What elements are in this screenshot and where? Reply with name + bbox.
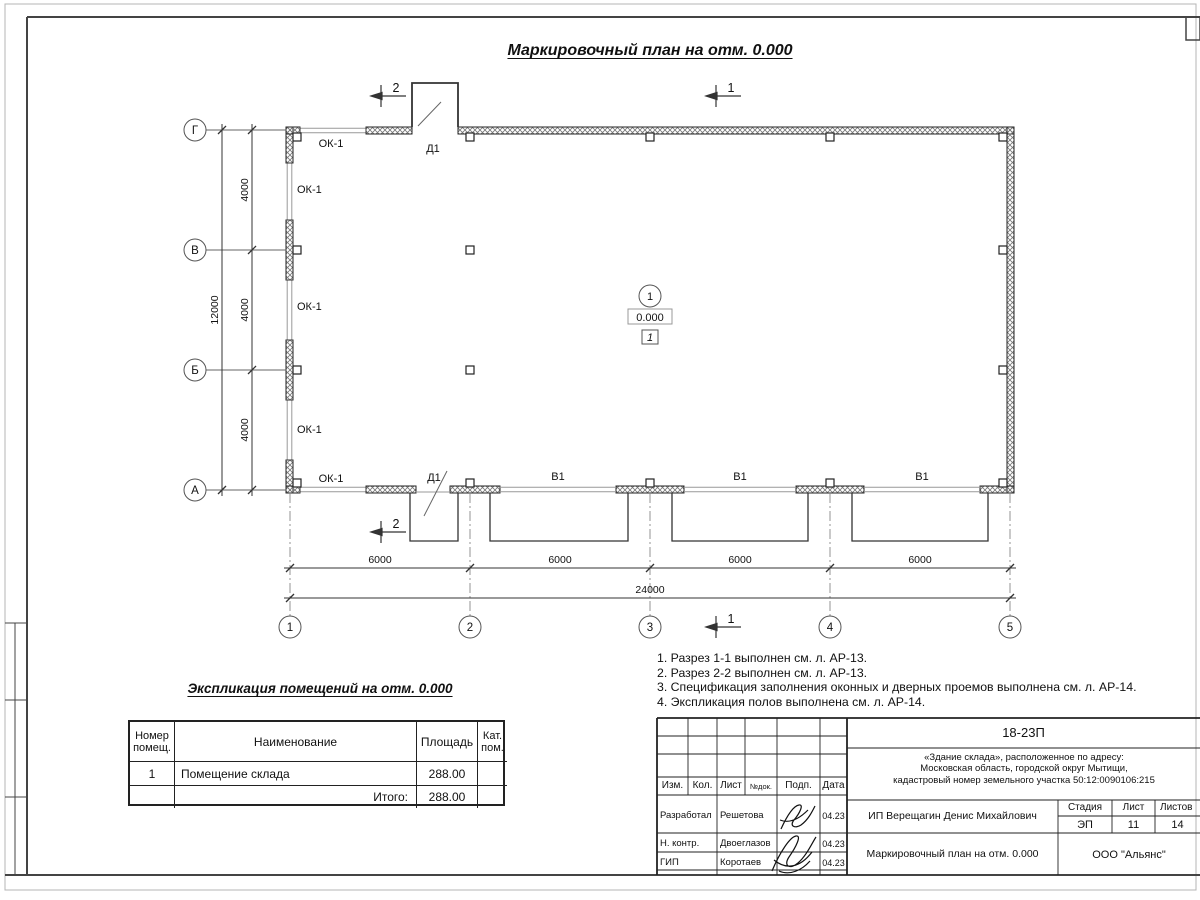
cell-value: Помещение склада <box>181 766 290 781</box>
col-header-line: Наименование <box>253 734 338 749</box>
stamp-name-developer: Решетова <box>720 810 764 821</box>
room-marker <box>628 285 672 344</box>
stage-label: Стадия <box>1067 802 1103 813</box>
dimensions <box>209 124 1016 602</box>
note-line: 1. Разрез 1-1 выполнен см. л. АР-13. <box>657 651 868 665</box>
floor-type-mark: 1 <box>646 332 654 344</box>
stamp-date-gip: 04.23 <box>822 858 845 868</box>
total-area-cell <box>417 786 478 808</box>
total-label-cell <box>175 786 417 808</box>
col-header-line: помещ. <box>133 741 171 754</box>
col-header-line: Площадь <box>420 734 474 749</box>
col-header-area <box>417 722 478 762</box>
explication-table <box>128 720 505 806</box>
platforms <box>410 493 988 541</box>
stamp-header-kol: Кол. <box>692 780 713 791</box>
room-category-cell <box>478 762 507 786</box>
note-line: 4. Экспликация полов выполнена см. л. АР-14. <box>657 694 926 709</box>
dim-4000-1: 4000 <box>239 178 251 202</box>
window-label-left-1: ОК-1 <box>297 184 322 196</box>
axis-row-g: Г <box>191 125 199 137</box>
dimension-texts <box>209 178 932 596</box>
room-elevation: 0.000 <box>636 312 664 324</box>
room-name-cell <box>175 762 417 786</box>
client-name: ИП Верещагин Денис Михайлович <box>868 810 1037 822</box>
axis-col-2: 2 <box>466 622 474 634</box>
signatures <box>772 805 816 873</box>
stage-value: ЭП <box>1077 819 1093 831</box>
col-header-room-number <box>130 722 175 762</box>
section-mark-2-bottom: 2 <box>392 517 400 531</box>
dimension-ticks <box>218 126 1014 602</box>
dim-4000-2: 4000 <box>239 298 251 322</box>
dim-6000-2: 6000 <box>548 554 572 566</box>
cell-value: 288.00 <box>428 766 466 781</box>
signature-2 <box>772 836 816 873</box>
stamp-header-date: Дата <box>822 780 845 791</box>
dim-6000-1: 6000 <box>368 554 392 566</box>
stamp-header-izm: Изм. <box>661 780 684 791</box>
note-line: 2. Разрез 2-2 выполнен см. л. АР-13. <box>657 665 868 680</box>
notes-block <box>657 651 1136 709</box>
stamp-name-gip: Коротаев <box>720 857 762 868</box>
door-swing-top <box>418 102 441 126</box>
room-number: 1 <box>646 291 654 303</box>
empty-cell <box>130 786 175 808</box>
cell-value: 288.00 <box>428 790 466 804</box>
col-header-line: пом. <box>481 741 504 754</box>
stamp-name-ncontrol: Двоеглазов <box>720 838 771 849</box>
company-name: ООО "Альянс" <box>1092 849 1166 861</box>
window-label-left-3: ОК-1 <box>297 424 322 436</box>
signature-1 <box>780 805 815 829</box>
project-address-line1: «Здание склада», расположенное по адресу: <box>924 752 1124 763</box>
sheets-value: 14 <box>1171 819 1184 831</box>
plan-labels <box>297 138 929 485</box>
axis-bubbles <box>184 119 1021 638</box>
room-number-cell <box>130 762 175 786</box>
axis-col-4: 4 <box>826 622 834 634</box>
cell-value: Итого: <box>373 790 408 804</box>
dim-6000-4: 6000 <box>908 554 932 566</box>
explication-title: Экспликация помещений на отм. 0.000 <box>187 681 453 696</box>
col-header-line: Номер <box>135 729 169 742</box>
stamp-date-ncontrol: 04.23 <box>822 839 845 849</box>
gate-label-2: В1 <box>733 471 747 483</box>
axis-col-1: 1 <box>286 622 294 634</box>
stamp-role-ncontrol: Н. контр. <box>660 838 700 849</box>
room-area-cell <box>417 762 478 786</box>
dim-24000: 24000 <box>635 584 665 596</box>
door-label-bottom: Д1 <box>427 472 441 484</box>
axis-col-3: 3 <box>646 622 654 634</box>
gate-label-3: В1 <box>915 471 929 483</box>
axis-row-b: Б <box>191 365 199 377</box>
window-label-bottom: ОК-1 <box>318 473 344 485</box>
stamp-doc-title: Маркировочный план на отм. 0.000 <box>866 848 1039 860</box>
stamp-header-list: Лист <box>720 780 742 791</box>
stamp-header-sign: Подп. <box>785 780 812 791</box>
col-header-category <box>478 722 507 762</box>
col-header-name <box>175 722 417 762</box>
plan-title: Маркировочный план на отм. 0.000 <box>507 42 793 59</box>
sheets-label: Листов <box>1160 802 1193 813</box>
project-code: 18-23П <box>1002 725 1045 740</box>
cell-value: 1 <box>148 766 156 781</box>
project-address-line2: Московская область, городской округ Мытищи, <box>920 763 1128 774</box>
dim-4000-3: 4000 <box>239 418 251 442</box>
section-mark-1-bottom: 1 <box>727 612 735 626</box>
frame-corner-box <box>1186 17 1200 40</box>
dim-12000: 12000 <box>209 295 221 325</box>
stamp-role-gip: ГИП <box>660 857 679 868</box>
section-mark-2-top: 2 <box>392 81 400 95</box>
stamp-role-developer: Разработал <box>660 810 712 821</box>
stamp-header-ndoc: №док. <box>750 782 772 791</box>
door-label-top: Д1 <box>426 143 440 155</box>
sheet-value: 11 <box>1127 819 1140 831</box>
empty-cell <box>478 786 507 808</box>
col-header-line: Кат. <box>482 729 503 742</box>
section-mark-1-top: 1 <box>727 81 735 95</box>
window-label-left-2: ОК-1 <box>297 301 322 313</box>
note-line: 3. Спецификация заполнения оконных и дверных проемов выполнена см. л. АР-14. <box>657 680 1137 695</box>
gate-label-1: В1 <box>551 471 565 483</box>
stamp-date-developer: 04.23 <box>822 811 845 821</box>
dim-6000-3: 6000 <box>728 554 752 566</box>
axis-grid <box>206 130 1010 616</box>
project-address-line3: кадастровый номер земельного участка 50:12:0090106:215 <box>893 774 1155 786</box>
window-label-top: ОК-1 <box>318 138 344 150</box>
axis-row-v: В <box>191 245 199 257</box>
axis-col-5: 5 <box>1006 622 1014 634</box>
sheet-label: Лист <box>1122 802 1145 813</box>
vestibule-outline <box>412 83 458 127</box>
axis-row-a: А <box>191 485 199 497</box>
